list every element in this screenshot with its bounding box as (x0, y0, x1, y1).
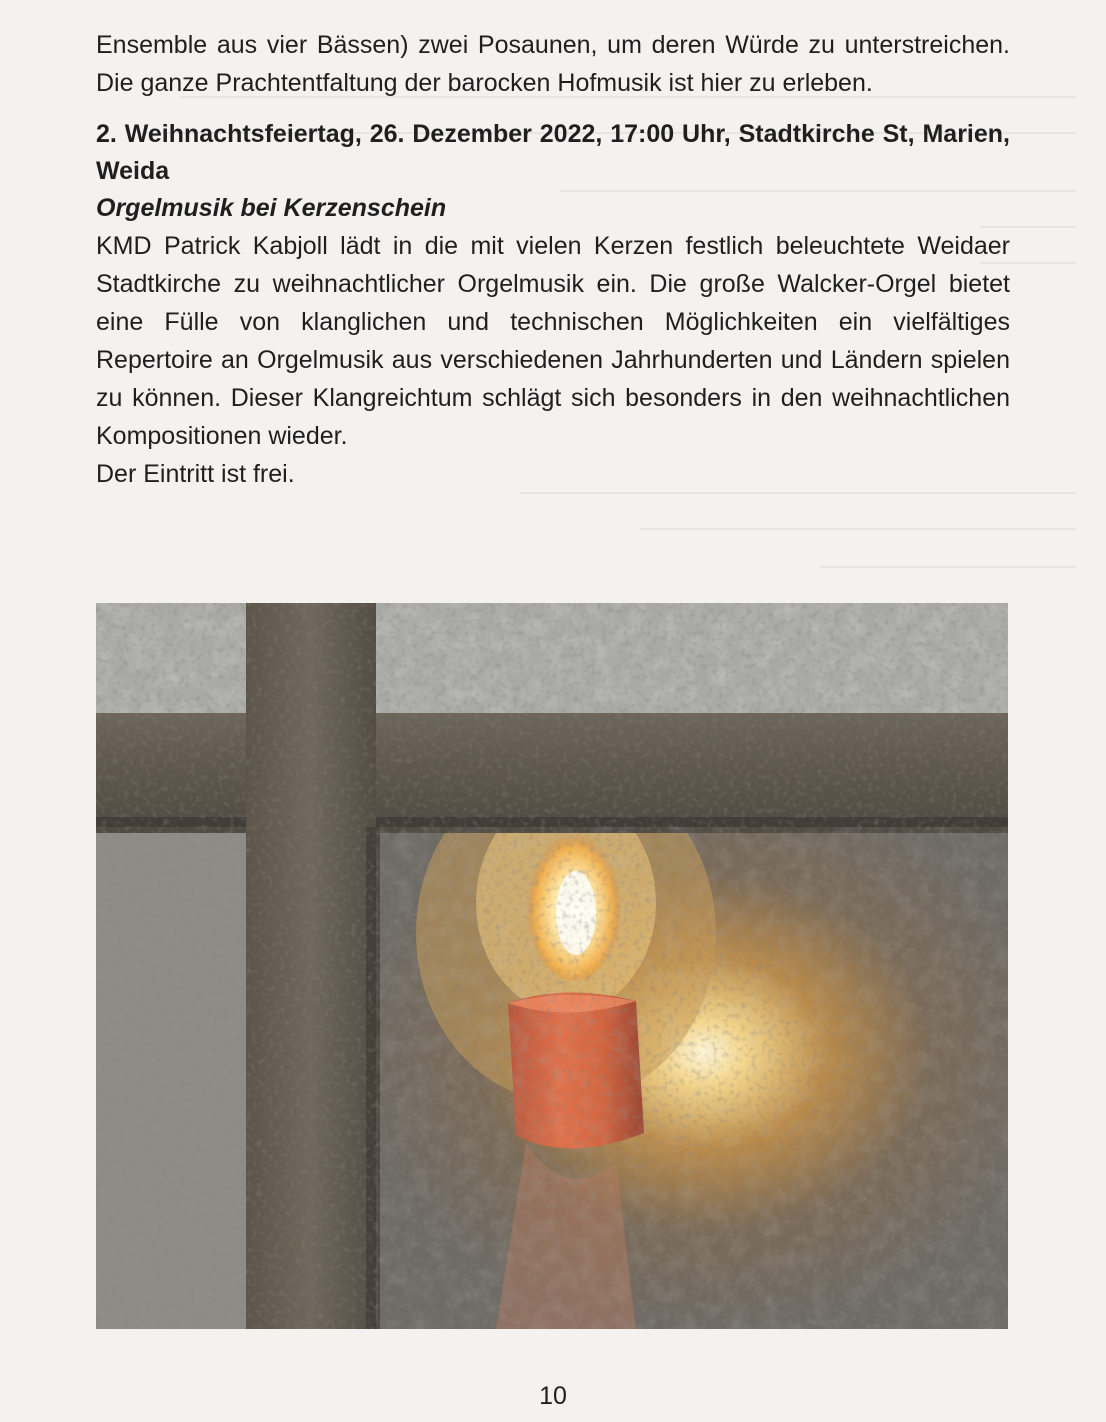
page-number: 10 (539, 1382, 567, 1410)
candle-window-photo (96, 603, 1008, 1329)
article-body (96, 26, 1010, 493)
admission-note: Der Eintritt ist frei. (96, 460, 295, 488)
event-heading: 2. Weihnachtsfeiertag, 26. Dezember 2022, 17:00 Uhr, Stadtkirche St, Marien, Weida (96, 120, 1010, 185)
intro-paragraph: Ensemble aus vier Bässen) zwei Posaunen, um deren Würde zu unterstreichen. Die ganze Prachtentfaltung der barocken Hofmusik ist hier zu erleben. (96, 31, 1010, 97)
event-description: KMD Patrick Kabjoll lädt in die mit vielen Kerzen festlich beleuchtete Weidaer Stadtkirche zu weihnachtlicher Orgelmusik ein. Die große Walcker-Orgel bietet eine Fülle von klanglichen und technischen Möglichkeiten ein vielfältiges Repertoire an Orgelmusik aus verschiedenen Jahrhunderten und Ländern spielen zu können. Dieser Klangreichtum schlägt sich besonders in den weihnachtlichen Kompositionen wieder. (96, 232, 1010, 450)
candle-behind-frosted-window-icon (96, 603, 1008, 1329)
event-title: Orgelmusik bei Kerzenschein (96, 194, 447, 222)
